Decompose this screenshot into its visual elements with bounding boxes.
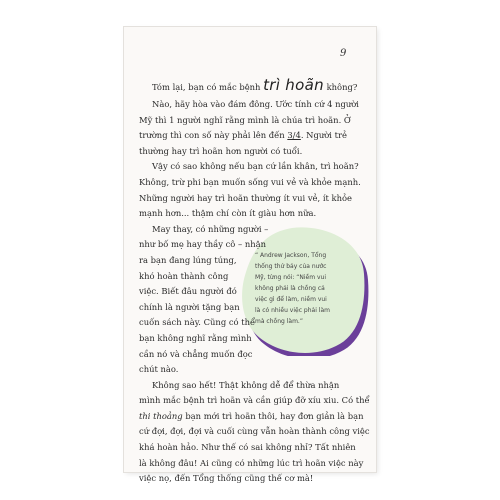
paragraph-line: Vậy có sao không nếu bạn cứ lần khân, trì hoãn? [152, 161, 359, 172]
paragraph-line: thường hay trì hoãn hơn người có tuổi. [139, 145, 303, 156]
paragraph-line: Nào, hãy hòa vào đám đông. Ước tính cứ 4 người [152, 99, 359, 109]
quote-line: không phải là chồng cả [255, 285, 325, 292]
paragraph-line: cần nó và chẳng muốn đọc [139, 348, 253, 359]
paragraph-line: việc. Biết đâu người đó [139, 286, 237, 297]
body-text [139, 78, 369, 487]
quote-line: Mỹ, từng nói: “Niềm vui [255, 274, 327, 281]
paragraph-line: May thay, có những người – [152, 223, 269, 234]
paragraph-line: chính là người tặng bạn [139, 301, 240, 312]
title-highlight: trì hoãn [263, 76, 324, 94]
italic-phrase: thi thoảng [139, 410, 183, 421]
paragraph-line: mình mắc bệnh trì hoãn và cần giúp đỡ xíu xiu. Có thể [139, 395, 370, 406]
paragraph-line: Những người hay trì hoãn thường ít vui vẻ, ít khỏe [139, 192, 353, 203]
paragraph-line: Không sao hết! Thật không dễ để thừa nhận [152, 379, 340, 390]
quote-line: mà chồng làm.” [255, 318, 303, 325]
page-number: 9 [340, 48, 347, 59]
quote-line: “ Andrew Jackson, Tổng [255, 252, 327, 259]
paragraph-line: Mỹ thì 1 người nghĩ rằng mình là chúa trì hoãn. Ở [139, 114, 351, 125]
paragraph-line: ra bạn đang lúng túng, [139, 254, 237, 265]
paragraph-line: như bố mẹ hay thầy cô – nhận [139, 239, 267, 250]
paragraph-line: mạnh hơn... thậm chí còn ít giàu hơn nữa. [139, 208, 317, 219]
paragraph-line: bạn không nghĩ rằng mình [139, 332, 252, 343]
quote-line: là có nhiều việc phải làm [255, 307, 330, 314]
quote-line: việc gì để làm, niềm vui [255, 296, 327, 303]
section-title: Tóm lại, bạn có mắc bệnh trì hoãn không? [152, 76, 358, 94]
paragraph-line: cứ đợi, đợi, đợi và cuối cùng vẫn hoàn thành công việc [139, 426, 370, 437]
paragraph-line: việc nọ, đến Tổng thống cũng thế cơ mà! [139, 473, 314, 484]
paragraph-line: khá hoàn hảo. Như thế có sai không nhỉ? Tất nhiên [139, 442, 356, 453]
paragraph-line: cuốn sách này. Cũng có thể [139, 317, 256, 328]
paragraph-line: là không đâu! Ai cũng có những lúc trì hoãn việc này [139, 457, 364, 468]
paragraph-line: chút nào. [139, 364, 179, 375]
paragraph-line: Không, trừ phi bạn muốn sống vui vẻ và khỏe mạnh. [139, 176, 361, 187]
paragraph-line: khó hoàn thành công [139, 270, 229, 281]
fraction-underlined: 3/4 [287, 130, 301, 141]
quote-line: thống thứ bảy của nước [255, 263, 327, 270]
paragraph-line: thi thoảng bạn mới trì hoãn thôi, hay đơn giản là bạn [139, 410, 364, 421]
paragraph-line: trường thì con số này phải lên đến 3/4. Người trẻ [139, 130, 347, 141]
